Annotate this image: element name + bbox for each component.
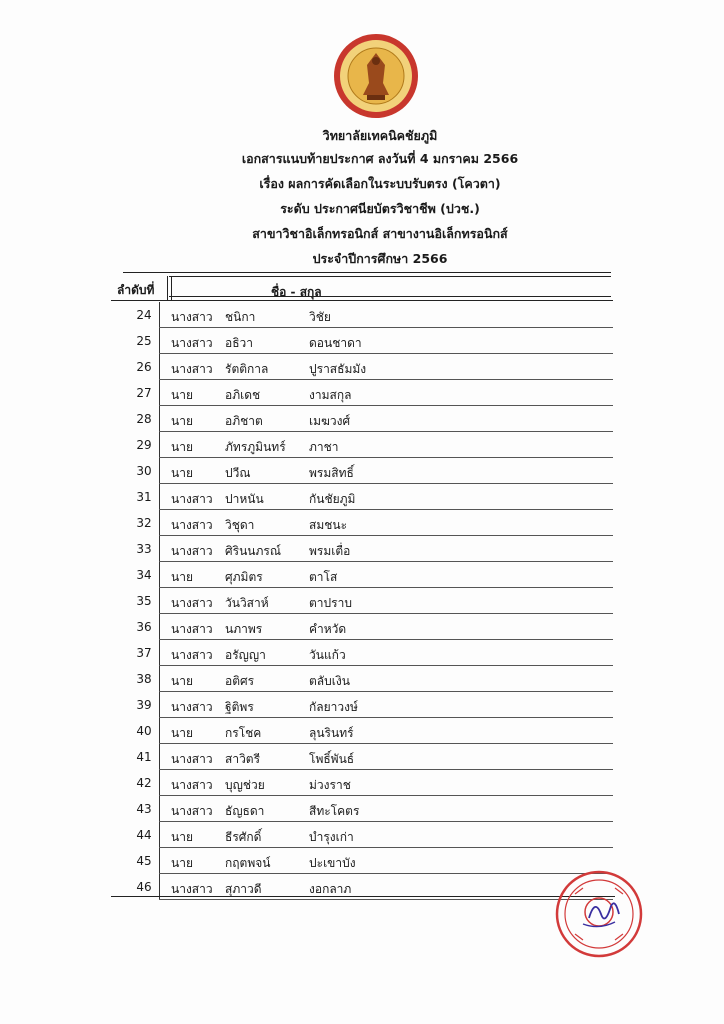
- first-name: ศิรินนภรณ์: [225, 544, 281, 558]
- last-name: วิชัย: [309, 310, 331, 324]
- name-prefix: นางสาว: [171, 882, 213, 896]
- table-row: [111, 848, 615, 874]
- table-row: [111, 406, 615, 432]
- last-name: บำรุงเก่า: [309, 830, 354, 844]
- first-name: ปาหนัน: [225, 492, 264, 506]
- first-name: อติศร: [225, 674, 255, 688]
- table-row: [111, 484, 615, 510]
- table-row: [111, 458, 615, 484]
- table-bottom-rule: [111, 896, 615, 897]
- name-prefix: นาย: [171, 570, 193, 584]
- row-number: 31: [136, 490, 152, 504]
- name-prefix: นางสาว: [171, 362, 213, 376]
- first-name: ธัญธดา: [225, 804, 265, 818]
- row-number: 43: [136, 802, 152, 816]
- last-name: ลุนรินทร์: [309, 726, 354, 740]
- row-number: 27: [136, 386, 152, 400]
- first-name: อภิเดช: [225, 388, 261, 402]
- academic-year-line: ประจำปีการศึกษา 2566: [312, 251, 448, 266]
- name-prefix: นางสาว: [171, 492, 213, 506]
- name-prefix: นาย: [171, 414, 193, 428]
- name-prefix: นางสาว: [171, 778, 213, 792]
- last-name: เมฆวงศ์: [309, 414, 351, 428]
- table-row: [111, 614, 615, 640]
- first-name: ภัทรภูมินทร์: [225, 440, 286, 454]
- first-name: อรัญญา: [225, 648, 266, 662]
- table-row: [111, 822, 615, 848]
- name-prefix: นาย: [171, 830, 193, 844]
- last-name: โพธิ์พันธ์: [309, 752, 355, 766]
- subject-line: เรื่อง ผลการคัดเลือกในระบบรับตรง (โควตา): [259, 176, 501, 191]
- row-number: 32: [136, 516, 152, 530]
- row-number: 29: [136, 438, 152, 452]
- level-line: ระดับ ประกาศนียบัตรวิชาชีพ (ปวช.): [280, 201, 480, 216]
- name-prefix: นางสาว: [171, 648, 213, 662]
- college-name: วิทยาลัยเทคนิคชัยภูมิ: [322, 128, 438, 143]
- row-number: 40: [136, 724, 152, 738]
- first-name: อภิชาต: [225, 414, 263, 428]
- last-name: งามสกุล: [309, 388, 352, 402]
- last-name: งอกลาภ: [309, 882, 352, 896]
- table-row: [111, 796, 615, 822]
- column-header-number: ลำดับที่: [117, 283, 155, 297]
- name-prefix: นางสาว: [171, 700, 213, 714]
- table-row: [111, 510, 615, 536]
- name-prefix: นางสาว: [171, 518, 213, 532]
- table-header: [111, 272, 615, 302]
- row-number: 42: [136, 776, 152, 790]
- table-row: [111, 302, 615, 328]
- table-row: [111, 328, 615, 354]
- last-name: พรมเตื่อ: [309, 544, 351, 558]
- name-prefix: นาย: [171, 466, 193, 480]
- name-prefix: นาย: [171, 726, 193, 740]
- last-name: ตลับเงิน: [309, 674, 350, 688]
- last-name: วันแก้ว: [309, 648, 346, 662]
- table-row: [111, 770, 615, 796]
- row-number: 39: [136, 698, 152, 712]
- row-number: 46: [136, 880, 152, 894]
- name-prefix: นางสาว: [171, 622, 213, 636]
- row-number: 24: [136, 308, 152, 322]
- first-name: รัตติกาล: [225, 362, 269, 376]
- last-name: สมชนะ: [309, 518, 348, 532]
- row-number: 38: [136, 672, 152, 686]
- last-name: ตาโส: [309, 570, 338, 584]
- name-prefix: นาย: [171, 674, 193, 688]
- first-name: กฤตพจน์: [225, 856, 271, 870]
- row-number: 36: [136, 620, 152, 634]
- table-row: [111, 354, 615, 380]
- last-name: สีทะโคตร: [309, 804, 360, 818]
- name-prefix: นางสาว: [171, 596, 213, 610]
- name-prefix: นางสาว: [171, 804, 213, 818]
- last-name: กัลยาวงษ์: [309, 700, 358, 714]
- row-number: 45: [136, 854, 152, 868]
- first-name: ฐิติพร: [225, 700, 254, 714]
- first-name: อธิวา: [225, 336, 254, 350]
- column-header-name: ชื่อ - สกุล: [271, 285, 322, 299]
- last-name: ปะเขาบัง: [309, 856, 356, 870]
- first-name: ปวีณ: [225, 466, 251, 480]
- first-name: นภาพร: [225, 622, 263, 636]
- row-number: 28: [136, 412, 152, 426]
- name-prefix: นางสาว: [171, 752, 213, 766]
- name-prefix: นาย: [171, 388, 193, 402]
- row-number: 35: [136, 594, 152, 608]
- college-seal-logo: [333, 33, 419, 119]
- row-number: 26: [136, 360, 152, 374]
- table-row: [111, 640, 615, 666]
- major-line: สาขาวิชาอิเล็กทรอนิกส์ สาขางานอิเล็กทรอนิกส์: [252, 226, 508, 241]
- table-row: [111, 692, 615, 718]
- table-row: [111, 744, 615, 770]
- last-name: ดอนชาดา: [309, 336, 362, 350]
- name-prefix: นางสาว: [171, 310, 213, 324]
- table-row: [111, 536, 615, 562]
- table-row: [111, 666, 615, 692]
- first-name: ธีรศักดิ์: [225, 830, 262, 844]
- first-name: กรโชค: [225, 726, 262, 740]
- table-row: [111, 562, 615, 588]
- first-name: วิชุดา: [225, 518, 255, 532]
- table-row: [111, 432, 615, 458]
- announcement-line: เอกสารแนบท้ายประกาศ ลงวันที่ 4 มกราคม 2566: [241, 151, 519, 166]
- last-name: ภาชา: [309, 440, 339, 454]
- name-prefix: นาย: [171, 856, 193, 870]
- row-number: 33: [136, 542, 152, 556]
- name-prefix: นางสาว: [171, 336, 213, 350]
- first-name: ศุภมิตร: [225, 570, 263, 584]
- first-name: ชนิกา: [225, 310, 256, 324]
- first-name: วันวิสาห์: [225, 596, 269, 610]
- last-name: กันชัยภูมิ: [309, 492, 356, 506]
- first-name: สุภาวดี: [225, 882, 262, 896]
- name-prefix: นาย: [171, 440, 193, 454]
- official-stamp-icon: [553, 868, 645, 960]
- last-name: ปูราสธัมมัง: [309, 362, 367, 376]
- row-number: 34: [136, 568, 152, 582]
- last-name: ม่วงราช: [309, 778, 351, 792]
- table-row: [111, 380, 615, 406]
- table-row: [111, 718, 615, 744]
- last-name: คำหวัด: [309, 622, 347, 636]
- row-number: 44: [136, 828, 152, 842]
- last-name: ตาปราบ: [309, 596, 352, 610]
- first-name: สาวิตรี: [225, 752, 261, 766]
- name-prefix: นางสาว: [171, 544, 213, 558]
- row-number: 37: [136, 646, 152, 660]
- row-number: 25: [136, 334, 152, 348]
- last-name: พรมสิทธิ์: [309, 466, 354, 480]
- table-row: [111, 588, 615, 614]
- row-number: 41: [136, 750, 152, 764]
- row-number: 30: [136, 464, 152, 478]
- first-name: บุญช่วย: [225, 778, 265, 792]
